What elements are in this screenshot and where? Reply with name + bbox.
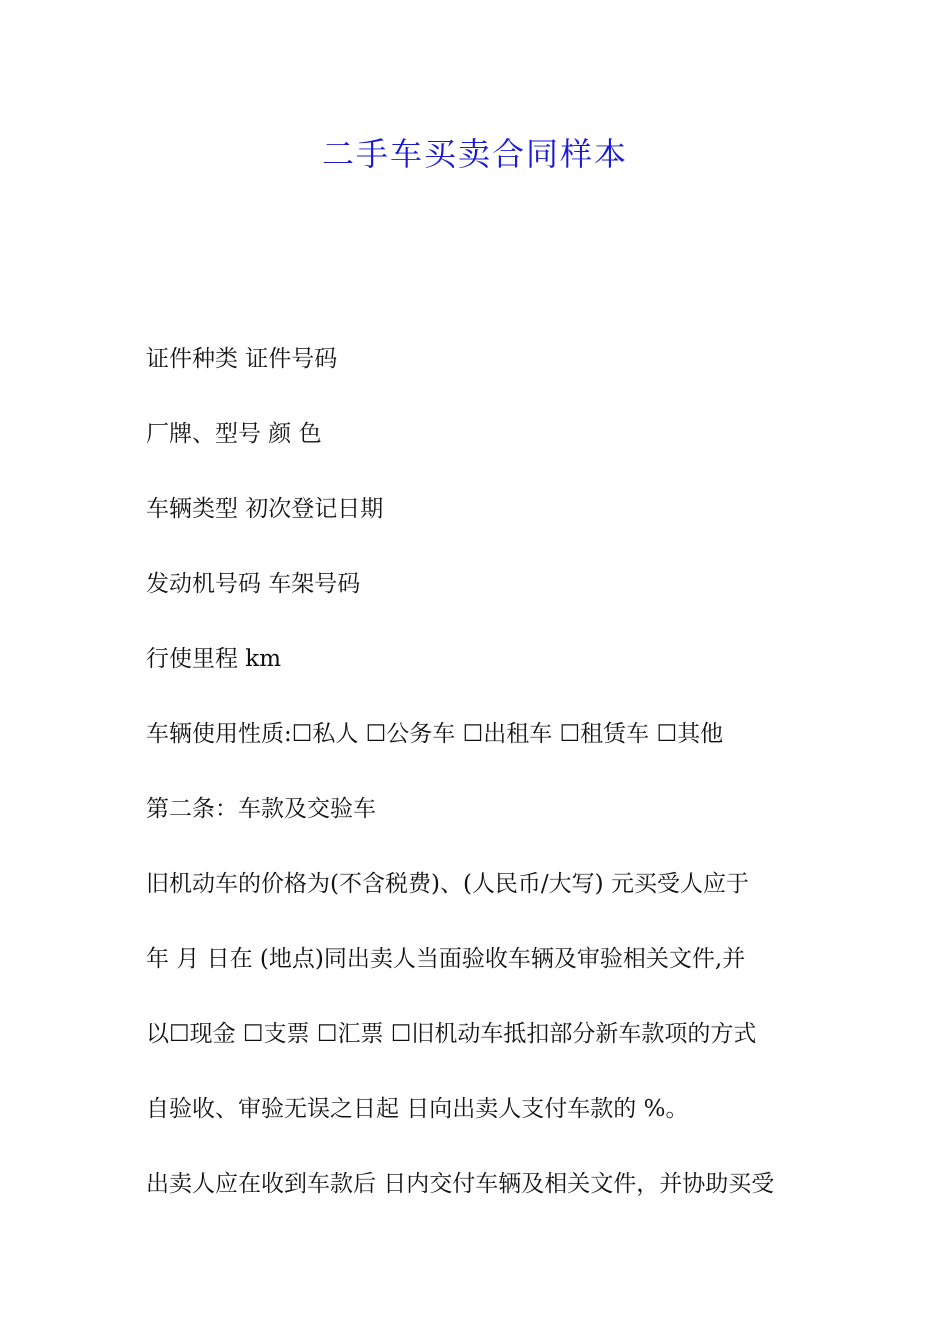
line-vehicle-type: 车辆类型 初次登记日期 <box>146 496 384 522</box>
line-brand-model: 厂牌、型号 颜 色 <box>146 421 322 447</box>
line-price: 旧机动车的价格为(不含税费)、(人民币/大写) 元买受人应于 <box>146 871 749 897</box>
line-mileage: 行使里程 km <box>146 646 282 672</box>
line-engine-number: 发动机号码 车架号码 <box>146 571 361 597</box>
line-payment-method: 以☐现金 ☐支票 ☐汇票 ☐旧机动车抵扣部分新车款项的方式 <box>146 1021 757 1047</box>
line-inspection-date: 年 月 日在 (地点)同出卖人当面验收车辆及审验相关文件,并 <box>146 946 746 972</box>
line-payment-schedule: 自验收、审验无误之日起 日向出卖人支付车款的 %。 <box>146 1096 689 1122</box>
document-body <box>146 336 816 1236</box>
line-delivery: 出卖人应在收到车款后 日内交付车辆及相关文件，并协助买受 <box>146 1171 775 1197</box>
line-vehicle-use: 车辆使用性质:☐私人 ☐公务车 ☐出租车 ☐租赁车 ☐其他 <box>146 721 724 747</box>
line-id-type: 证件种类 证件号码 <box>146 346 338 372</box>
line-article-two: 第二条：车款及交验车 <box>146 796 376 822</box>
document-title: 二手车买卖合同样本 <box>321 135 628 173</box>
